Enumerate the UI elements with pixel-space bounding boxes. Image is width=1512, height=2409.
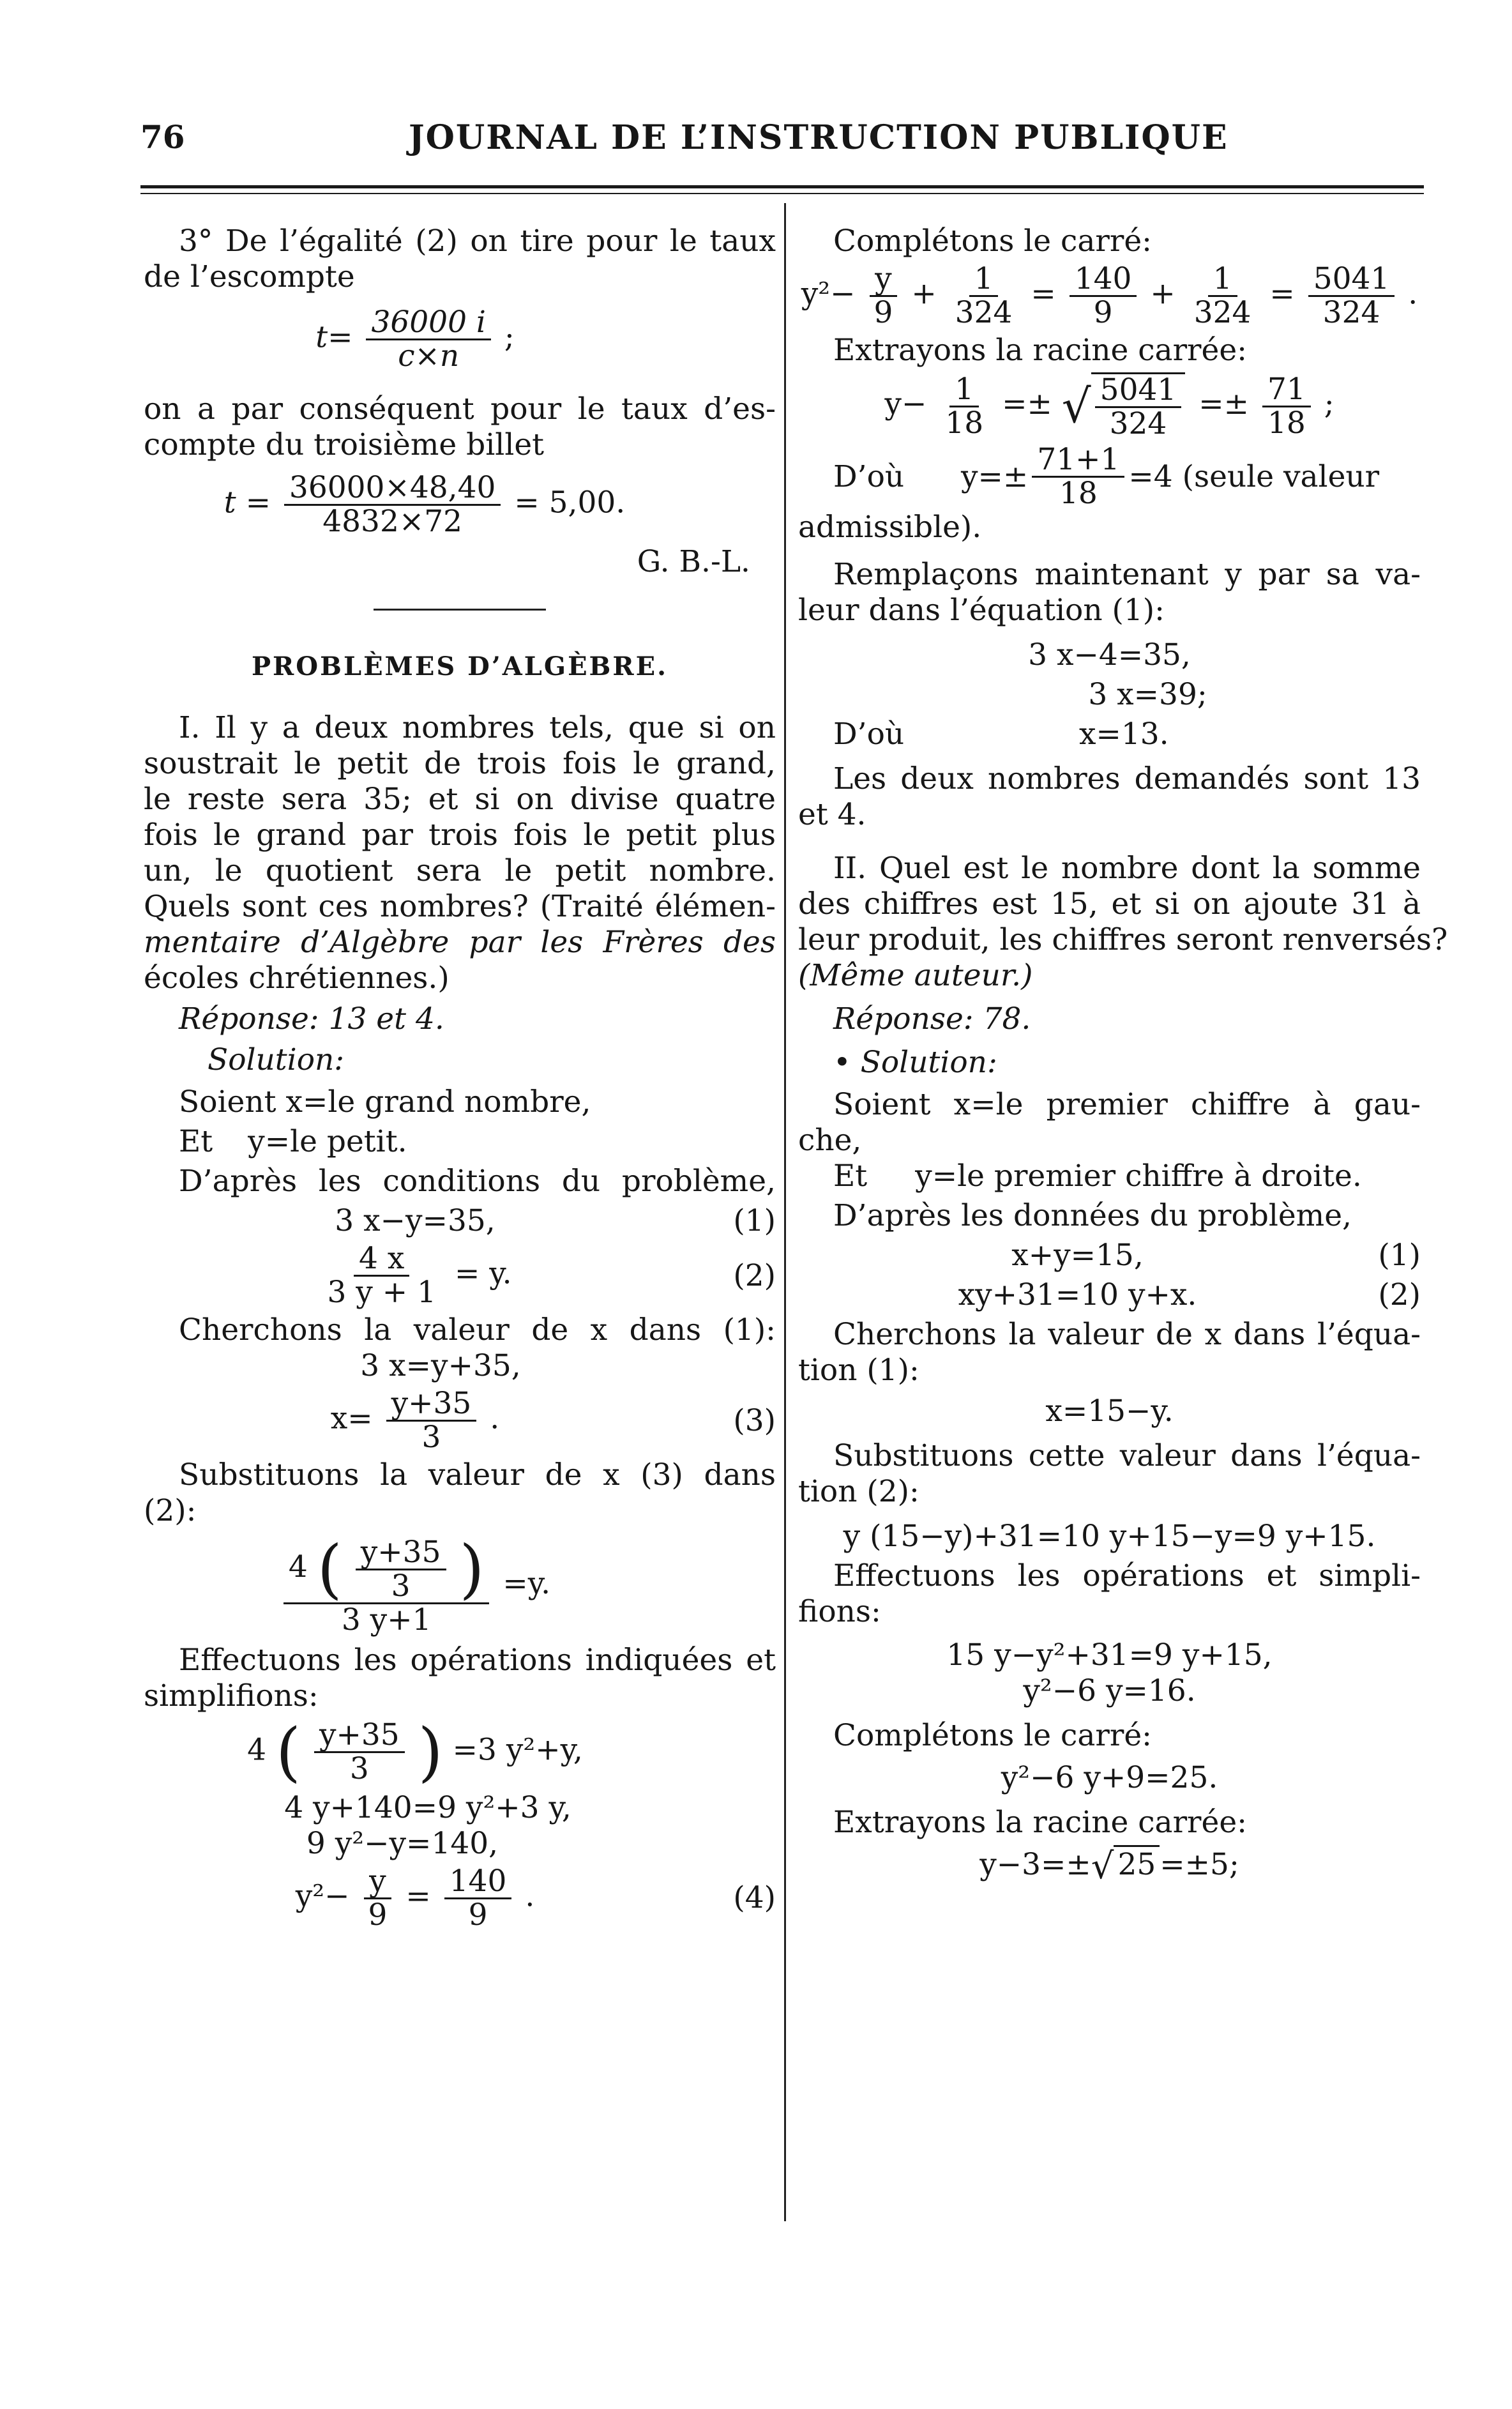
eq-rhs: =4 (seule valeur [1128,459,1380,494]
text-y-def: y=le premier chiffre à droite. [915,1159,1362,1194]
equation-root [798,372,1421,440]
problem-line: I. Il y a deux nombres tels, que si on [179,710,776,745]
text-line: Soient x=le premier chiffre à gau- [833,1087,1421,1122]
fraction [950,263,1018,329]
column-divider [784,203,786,2221]
numerator: 1 [969,263,999,297]
denominator: 4832×72 [322,504,463,539]
denominator: 324 [955,295,1013,330]
right-paren: ) [418,1714,443,1789]
numerator: 36000×48,40 [284,472,501,506]
denominator: 3 y+1 [341,1602,432,1638]
fraction [322,1243,441,1309]
problem-line: (Même auteur.) [798,958,1033,993]
text-y-def: y=le petit. [248,1124,407,1159]
fraction [366,307,491,372]
paragraph-line: 3° De l’égalité (2) on tire pour le taux [179,224,776,259]
right-column [798,224,1448,1887]
text-line: D’après les données du problème, [833,1198,1352,1233]
left-column [144,224,776,1935]
left-paren: ( [317,1531,342,1606]
text-line: Extrayons la racine carrée: [833,1805,1247,1840]
fraction [1070,263,1137,329]
header-rule-thick [140,185,1424,188]
fraction [1308,263,1395,329]
numerator: 5041 [1308,263,1395,297]
fraction [940,371,988,441]
text-line: D’après les conditions du problème, [179,1164,776,1199]
numerator: 140 [444,1866,512,1899]
fraction [1262,371,1311,441]
equation-2 [144,1243,776,1309]
text-line: simplifions: [144,1678,319,1714]
numerator: y [870,263,897,297]
text-line: (2): [144,1493,197,1528]
equation-substituted [144,1531,776,1638]
problem-line: mentaire d’Algèbre par les Frères des [144,925,776,960]
denominator: 324 [1109,406,1167,441]
text-line: Cherchons la valeur de x dans l’équa- [833,1317,1421,1352]
denominator: 3 y + 1 [327,1275,437,1310]
equation-3x: 3 x=y+35, [360,1348,521,1383]
coef: 4 [288,1549,308,1584]
problem-line: fois le grand par trois fois le petit plus [144,817,776,853]
equation-e1 [144,1714,776,1789]
equation-f1: 15 y−y²+31=9 y+15, [946,1638,1273,1673]
inner-numerator: y+35 [356,1537,446,1570]
operator: = [1031,276,1056,312]
eq-rhs: = 5,00. [514,485,626,521]
eq-tail: . [525,1878,535,1913]
section-separator [374,609,546,611]
radical-sign: √ [1061,379,1091,433]
operator: =± [1002,386,1052,422]
eq-body: 3 x−y=35, [335,1203,495,1238]
radical-sign: √ [1091,1846,1114,1887]
answer-line: Réponse: 13 et 4. [179,1001,444,1037]
text-dou: D’où [833,459,905,494]
numerator: 5041 [1095,374,1182,408]
eq-lhs: y²− [801,276,856,312]
right-paren: ) [459,1531,485,1606]
fraction [386,1388,477,1454]
fraction [363,1863,392,1933]
text-line: Complétons le carré: [833,224,1152,259]
solution-label: • Solution: [833,1045,997,1080]
equation-s2: y (15−y)+31=10 y+15−y=9 y+15. [843,1519,1376,1554]
eq-rhs: = y. [454,1256,512,1291]
equation-3 [144,1388,776,1454]
denominator: 9 [873,295,893,330]
eq-lhs: t = [223,485,271,521]
equation-e3: 9 y²−y=140, [306,1825,499,1861]
section-heading: PROBLÈMES D’ALGÈBRE. [251,651,669,681]
numerator: 1 [949,374,979,407]
denominator: 324 [1322,295,1380,330]
equation-4 [144,1863,776,1933]
eq-tail: . [490,1401,500,1436]
text-line: Complétons le carré: [833,1718,1152,1753]
problem-line: un, le quotient sera le petit nombre. [144,853,776,888]
text-line: Substituons la valeur de x (3) dans [179,1457,776,1493]
paragraph-line: de l’escompte [144,259,355,294]
fraction [1189,263,1257,329]
numerator: 140 [1070,263,1137,297]
problem-line: des chiffres est 15, et si on ajoute 31 à [798,886,1421,922]
text-line: fions: [798,1594,881,1629]
fraction [314,1719,405,1785]
numerator: 4 x [354,1243,409,1277]
text-line: tion (2): [798,1474,919,1509]
numerator: 71 [1262,374,1311,407]
eq-rhs: =±5; [1160,1847,1239,1882]
problem-line: II. Quel est le nombre dont la somme [833,851,1421,886]
numerator: 71+1 [1032,444,1124,478]
denominator: 9 [368,1897,388,1933]
equation-p2 [798,1277,1421,1313]
equation-x: x=15−y. [1045,1394,1174,1429]
numerator: y+35 [314,1719,405,1753]
fraction [868,263,898,329]
eq-body: xy+31=10 y+x. [958,1277,1197,1312]
eq-lhs: y²− [295,1878,350,1913]
operator: = [1269,276,1295,312]
eq-number: (1) [1378,1238,1421,1273]
eq-number: (2) [1378,1277,1421,1312]
operator: + [911,276,937,312]
equation-f2: y²−6 y=16. [1023,1673,1196,1708]
text-line: Remplaçons maintenant y par sa va- [833,557,1421,592]
denominator: 18 [945,405,984,441]
text-line: tion (1): [798,1353,919,1388]
text-line: admissible). [798,510,982,545]
eq-lhs: x= [330,1401,373,1436]
fraction [284,1531,490,1638]
eq-lhs: y− [884,386,927,422]
eq-lhs: y−3=± [979,1847,1091,1882]
text-line: Substituons cette valeur dans l’équa- [833,1438,1421,1473]
equation-t2 [144,472,776,538]
text-line: et 4. [798,797,866,832]
eq-mid: = [405,1878,431,1913]
numerator: 1 [1208,263,1237,297]
denominator: 3 [421,1420,441,1455]
eq-number: (4) [733,1880,776,1915]
text-line: che, [798,1123,862,1158]
equation-t [144,307,776,372]
running-title: JOURNAL DE L’INSTRUCTION PUBLIQUE [409,118,1228,157]
text-line: Effectuons les opérations et simpli- [833,1558,1421,1593]
fraction [1032,444,1124,510]
numerator: 36000 i [366,307,491,340]
numerator: y+35 [386,1388,477,1422]
eq-number: (1) [733,1203,776,1238]
coef: 4 [247,1732,267,1767]
numerator [284,1531,490,1606]
eq-rhs: =3 y²+y, [452,1732,583,1767]
numerator: y [364,1866,391,1899]
answer-line: Réponse: 78. [833,1001,1031,1037]
inner-denominator: 3 [391,1568,411,1604]
paragraph-line: compte du troisième billet [144,427,545,462]
denominator: 3 [349,1751,369,1786]
equation-v2: 3 x=39; [1088,677,1207,712]
inner-fraction [356,1534,446,1604]
text-line [798,1159,1421,1194]
text-line [798,717,1421,752]
eq-rhs: =y. [503,1565,551,1601]
text-line: Effectuons les opérations indiquées et [179,1642,776,1678]
text-et: Et [833,1159,868,1194]
problem-line: soustrait le petit de trois fois le grand, [144,746,776,781]
operator: =± [1198,386,1250,422]
equation-v3: x=13. [1078,717,1169,752]
eq-tail: ; [504,319,515,355]
denominator: c×n [398,338,460,374]
problem-line: écoles chrétiennes.) [144,961,450,996]
denominator: 324 [1193,295,1251,330]
radicand-fraction [1091,372,1186,440]
text-line: Extrayons la racine carrée: [833,333,1247,368]
left-paren: ( [275,1714,301,1789]
fraction [444,1863,512,1933]
fraction [284,472,501,538]
problem-line: le reste sera 35; et si on divise quatre [144,782,776,817]
page-number: 76 [140,118,185,156]
text-line: Les deux nombres demandés sont 13 [833,761,1421,796]
denominator: 18 [1059,476,1098,511]
equation-complete-square [798,263,1421,329]
operator: + [1150,276,1176,312]
text-line [144,1124,776,1160]
header-rule-thin [140,193,1424,194]
problem-line: Quels sont ces nombres? (Traité élémen- [144,889,776,924]
eq-lhs: y=± [961,459,1029,494]
radicand: 25 [1114,1845,1160,1882]
text-line: leur dans l’équation (1): [798,593,1165,628]
equation-v1: 3 x−4=35, [1028,637,1191,673]
equation-1 [144,1203,776,1239]
denominator: 18 [1267,405,1306,441]
denominator: 9 [468,1897,488,1933]
equation-h [798,1847,1421,1885]
equation-e2: 4 y+140=9 y²+3 y, [284,1790,571,1825]
equation-p1 [798,1238,1421,1273]
solution-label: Solution: [208,1042,345,1077]
text-dou: D’où [833,717,905,752]
text-line: Soient x=le grand nombre, [179,1084,591,1120]
eq-number: (2) [733,1258,776,1293]
denominator: 9 [1093,295,1113,330]
eq-lhs: t= [315,319,353,355]
eq-tail: . [1408,276,1418,312]
equation-g: y²−6 y+9=25. [1001,1760,1218,1795]
eq-number: (3) [733,1402,776,1438]
eq-tail: ; [1324,386,1334,422]
text-et: Et [179,1124,213,1159]
paragraph-line: on a par conséquent pour le taux d’es- [144,391,776,427]
problem-line: leur produit, les chiffres seront renversés? [798,922,1448,957]
text-line: Cherchons la valeur de x dans (1): [179,1312,776,1348]
signature: G. B.-L. [637,544,750,579]
page-header [140,118,1421,169]
eq-body: x+y=15, [1011,1238,1144,1273]
text-line [798,444,1421,510]
